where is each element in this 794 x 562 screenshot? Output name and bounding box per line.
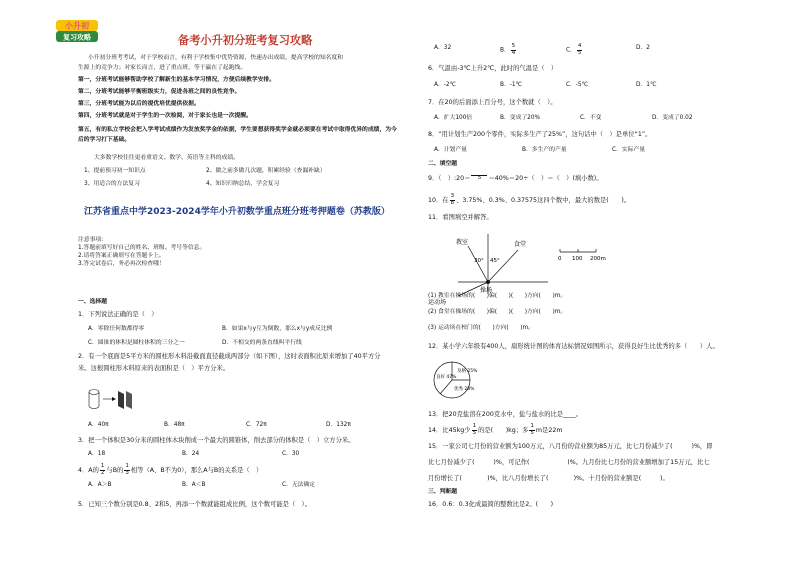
tip: 2、做之前多做几次题，积累经验（查漏补缺） (206, 168, 326, 174)
svg-text:运动场: 运动场 (428, 299, 447, 306)
notice-item: 2.请将答案正确填写在答题卡上。 (78, 253, 165, 259)
fill-row: (2) 食堂在操场的( )偏( )( )方向( )m。 (428, 309, 567, 315)
svg-text:30°: 30° (474, 258, 484, 264)
notice-heading: 注意事项： (78, 237, 107, 243)
intro-paragraph: 小升初分班考考试，对于学校而言，有利于学校集中优势资源，快速办出成绩，提高学校的知名度和 (88, 55, 344, 61)
question: 8．“用计划生产200个零件，实际多生产了25%”，这句话中（ ）是单位“1”。 (428, 131, 652, 138)
question: 3．把一个体积是30分米的圆柱体木块削成一个最大的圆锥体，削去部分的体积是（ ）立方分米。 (78, 437, 355, 444)
option: A．计划产量 (434, 147, 467, 153)
svg-text:良好 47%: 良好 47% (436, 375, 457, 380)
fraction: $\frac{4}{5}$ (577, 43, 582, 56)
option: A．-2℃ (434, 82, 457, 88)
option: C． $\frac{4}{5}$ (566, 43, 582, 56)
fill-row: (1) 教室在操场的( )偏( )( )方向( )m。 (428, 293, 567, 299)
option: B．48π (164, 422, 185, 428)
brand-logo (54, 18, 100, 44)
question: 1．下列说法正确的是（ ） (78, 311, 158, 318)
option: A．A＞B (88, 482, 112, 488)
option: B．24 (182, 451, 200, 457)
page-title: 备考小升初分班考复习攻略 (178, 34, 313, 47)
question-cont: 月份增长了( )%，比八月份增长了( )%。十月份的营业额是( )。 (428, 475, 669, 482)
svg-text:45°: 45° (490, 258, 500, 264)
intro-item: 第二，分班考试能够平衡班级实力，促进各班之间的良性竞争。 (78, 89, 241, 95)
svg-text:200m: 200m (590, 256, 606, 262)
question: 13．把20克盐溶在200克水中，盐与盐水的比是____。 (428, 411, 582, 418)
option: B．如果x与y互为倒数，那么x与y成反比例 (222, 326, 333, 332)
tip: 1、提前预习初一知识点 (84, 168, 146, 174)
option: C．30 (282, 451, 300, 457)
notice-item: 3.答完试卷后，务必再次检查哦！ (78, 261, 165, 267)
question-cont: 比七月份减少了( )%，可记作( )%。九月份比七月份的营业额增加了15万元，比七 (428, 459, 710, 466)
option: D．1℃ (636, 82, 657, 88)
svg-text:操场: 操场 (480, 287, 493, 294)
svg-text:及格 25%: 及格 25% (457, 369, 478, 374)
option: B．变成了20% (500, 115, 541, 121)
svg-text:复习攻略: 复习攻略 (63, 33, 91, 42)
question: 9．（ ）:20＝ 5 ＝40%＝20÷（ ）＝（ ）(填小数)。 (428, 174, 603, 182)
notice-item: 1.答题前填写好自己的姓名、班级、考号等信息。 (78, 245, 206, 251)
option: C．72π (246, 422, 267, 428)
option: D．132π (326, 422, 351, 428)
section-heading: 三、判断题 (428, 489, 457, 495)
tip: 3、用适合的方法复习 (84, 181, 140, 187)
intro-paragraph-2: 大多数学校往往更看重语文、数学、英语等主科的成绩。 (94, 155, 239, 161)
fraction: $\frac{1}{2}$ (100, 463, 105, 476)
option: D．2 (636, 45, 650, 51)
option: A．40π (88, 422, 109, 428)
option: B．A＜B (182, 482, 206, 488)
svg-text:教室: 教室 (456, 239, 469, 246)
svg-text:优秀 28%: 优秀 28% (454, 387, 475, 392)
question-cont: 米。这根圆柱形木料原来的表面积是（ ）平方分米。 (78, 365, 230, 372)
intro-item: 第三，分班考试能为以后的提优培优提供依据。 (78, 101, 200, 107)
question: 4．A的 $\frac{1}{2}$ 与B的 $\frac{1}{3}$ 相等（A、B不为0），那么A与B的关系是（ ） (78, 463, 263, 476)
cylinder-figure (86, 388, 136, 410)
question: 2．有一个底面是5平方米的圆柱形木料沿截面直径截成两部分（如下图），这时表面积比原来增加了40平方分 (78, 353, 381, 360)
option: B．-1℃ (500, 82, 523, 88)
option: D．不相交的两条直线叫平行线 (222, 340, 302, 346)
question: 6．气温由-3℃上升2℃，此时的气温是（ ） (428, 65, 558, 72)
option: C．不变 (580, 115, 602, 121)
svg-text:100: 100 (572, 256, 583, 262)
section-heading: 二、填空题 (428, 161, 457, 167)
question: 5．已知三个数分别是0.8、2和5，再添一个数就能组成比例，这个数可能是（ ）。 (78, 501, 311, 508)
intro-item: 第五，有的私立学校会把入学考试成绩作为发放奖学金的依据，学生要想获得奖学金就必须要在考试中取得优异的成绩，为今后的学习打下基础。 (78, 127, 397, 143)
option: A．18 (88, 451, 106, 457)
option: C．实际产量 (612, 147, 646, 153)
fraction: 5 (471, 175, 487, 182)
question: 14．比45kg少 $\frac{1}{5}$ 的是( )kg；多 $\frac{1}{5}$ m是22m (428, 423, 563, 436)
fraction: $\frac{1}{5}$ (472, 423, 477, 436)
fraction: $\frac{1}{5}$ (530, 423, 534, 436)
option: A．32 (434, 45, 452, 51)
option: C．-5℃ (566, 82, 589, 88)
svg-text:0: 0 (558, 256, 562, 262)
option: A．扩大100倍 (434, 115, 473, 121)
option: B．多生产的产量 (522, 147, 567, 153)
option: A．零除任何数都得零 (88, 326, 145, 332)
exam-title: 江苏省重点中学2023-2024学年小升初数学重点班分班考押题卷（苏教版） (84, 207, 390, 217)
option: C．无法确定 (282, 482, 316, 488)
intro-item: 第一，分班考试能够帮助学校了解新生的基本学习情况，方便后续教学安排。 (78, 77, 276, 83)
svg-text:食堂: 食堂 (514, 241, 527, 248)
question: 11．看图填空并解答。 (428, 214, 493, 221)
question: 16．0.6：0.3化成最简的整数比是2。( ) (428, 501, 554, 508)
option: D．变成了0.02 (652, 115, 693, 121)
question: 15．一家公司七月份的营业额为100万元，八月份的营业额为85万元，比七月份减少了( )%，即 (428, 443, 713, 450)
intro-item: 第四，分班考试就是对于学生的一次检阅，对于家长也是一次提醒。 (78, 113, 252, 119)
question: 7．在20的后面添上百分号，这个数就（ ）。 (428, 99, 557, 106)
section-heading: 一、选择题 (78, 299, 107, 305)
tip: 4、知识归纳总结，学会复习 (206, 181, 280, 187)
option: B． $\frac{5}{4}$ (500, 43, 516, 56)
question: 12．某小学六年级有400人，扇形统计图的体育达标情况如图所示，获得良好生比优秀的多（ ）人。 (428, 343, 719, 350)
fraction: $\frac{3}{8}$ (450, 193, 455, 206)
intro-paragraph-cont: 生源上的竞争力；对家长而言，进了重点班，等于赢在了起跑线。 (78, 65, 247, 71)
question: 10．在 $\frac{3}{8}$ 、3.75%、0.3%、0.37575这四个数中，最大的数是( )。 (428, 193, 631, 206)
fraction: $\frac{1}{3}$ (125, 463, 129, 476)
fill-row: (3) 运动场在校门的( )方向( )m。 (428, 325, 534, 331)
option: C．圆锥的体积是圆柱体积的三分之一 (88, 340, 185, 346)
pie-chart (430, 356, 490, 406)
svg-text:小升初: 小升初 (65, 21, 89, 31)
fraction: $\frac{5}{4}$ (511, 43, 516, 56)
